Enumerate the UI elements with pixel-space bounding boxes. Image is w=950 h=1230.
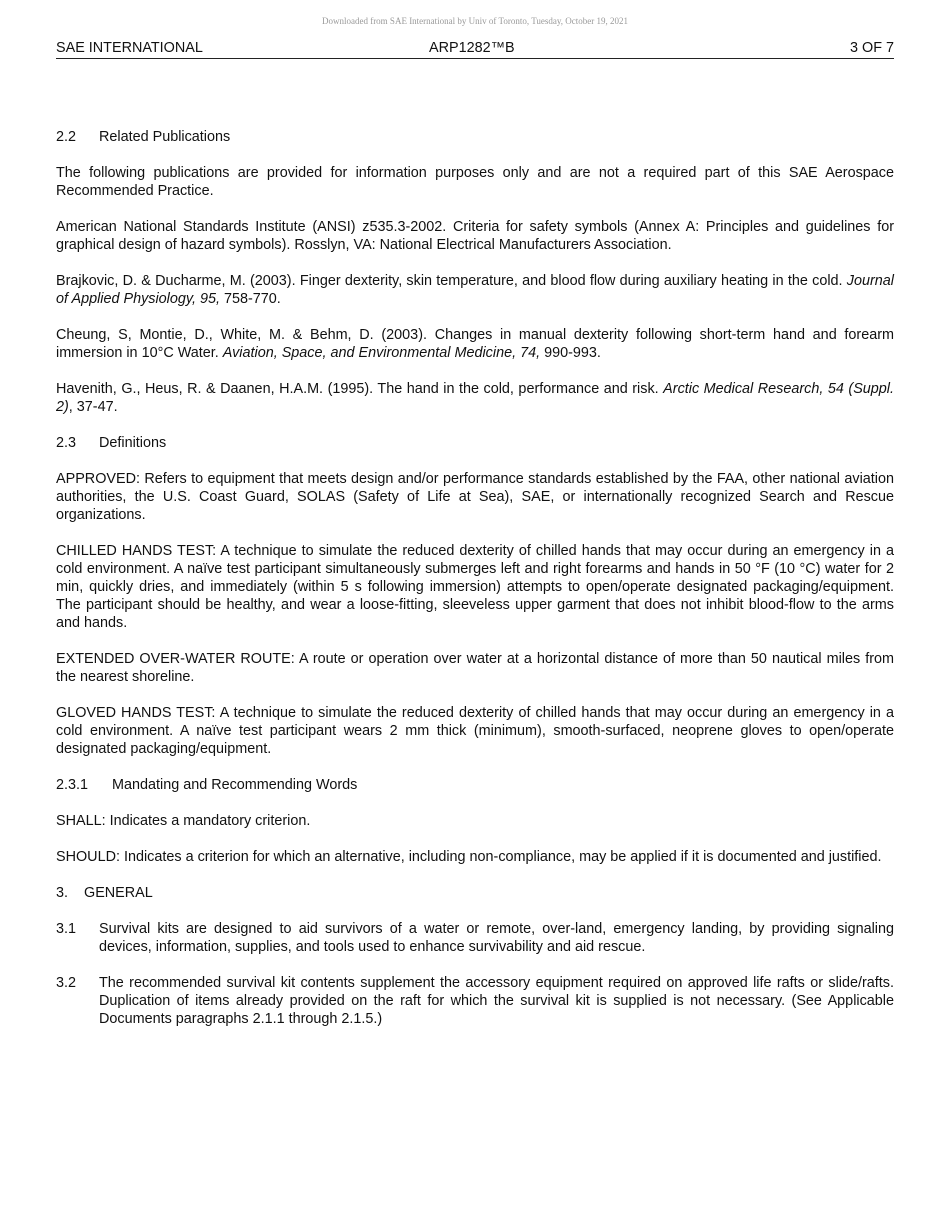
reference-text: Brajkovic, D. & Ducharme, M. (2003). Finger dexterity, skin temperature, and blood flow during auxiliary heating in the cold. <box>56 273 847 289</box>
definition-chilled-hands-test: CHILLED HANDS TEST: A technique to simulate the reduced dexterity of chilled hands that may occur during an emergency in a cold environment. A naïve test participant simultaneously submerges left and right forearms and hands in 50 °F (10 °C) water for 2 min, quickly dries, and immediately (within 5 s following immersion) attempts to open/operate designated packaging/equipment. The participant should be healthy, and wear a loose-fitting, sleeveless upper garment that does not inhibit blood-flow to the arms and hands. <box>56 543 894 631</box>
document-body <box>56 128 894 1046</box>
reference-journal: Journal of Applied Physiology, 95, <box>56 273 894 307</box>
reference-item <box>56 272 894 308</box>
header-org: SAE INTERNATIONAL <box>56 40 203 56</box>
reference-pages: , 37-47. <box>68 399 118 415</box>
item-text: Survival kits are designed to aid survivors of a water or remote, over-land, emergency landing, by providing signaling devices, information, supplies, and tools used to enhance survivability and aid rescue. <box>99 921 894 955</box>
page-header <box>56 38 894 59</box>
item-number: 3.2 <box>56 975 77 991</box>
section-heading-3 <box>56 884 894 902</box>
reference-item <box>56 380 894 416</box>
section-number: 2.3 <box>56 435 77 451</box>
section-number: 3. <box>56 885 69 901</box>
download-watermark: Downloaded from SAE International by Univ of Toronto, Tuesday, October 19, 2021 <box>321 16 629 26</box>
section-title: Definitions <box>99 435 167 451</box>
paragraph: The following publications are provided for information purposes only and are not a required part of this SAE Aerospace Recommended Practice. <box>56 165 894 199</box>
reference-journal: Aviation, Space, and Environmental Medicine, 74, <box>222 345 541 361</box>
reference-journal: Arctic Medical Research, 54 (Suppl. 2) <box>56 381 894 415</box>
reference-pages: 990-993. <box>540 345 601 361</box>
section-title: Mandating and Recommending Words <box>112 777 358 793</box>
section-heading-2-3 <box>56 434 894 452</box>
numbered-item-3-2 <box>56 974 894 1028</box>
definition-extended-over-water-route: EXTENDED OVER-WATER ROUTE: A route or operation over water at a horizontal distance of more than 50 nautical miles from the nearest shoreline. <box>56 651 894 685</box>
section-heading-2-3-1 <box>56 776 894 794</box>
word-shall: SHALL: Indicates a mandatory criterion. <box>56 813 311 829</box>
word-should: SHOULD: Indicates a criterion for which an alternative, including non-compliance, may be applied if it is documented and justified. <box>56 849 882 865</box>
section-heading-2-2 <box>56 128 894 146</box>
reference-item <box>56 326 894 362</box>
definition-approved: APPROVED: Refers to equipment that meets design and/or performance standards established by the FAA, other national aviation authorities, the U.S. Coast Guard, SOLAS (Safety of Life at Sea), SAE, or internationally recognized Search and Rescue organizations. <box>56 471 894 523</box>
header-doc-id: ARP1282™B <box>429 40 515 56</box>
header-page-number: 3 OF 7 <box>850 40 894 56</box>
numbered-item-3-1 <box>56 920 894 956</box>
reference-item: American National Standards Institute (ANSI) z535.3-2002. Criteria for safety symbols (Annex A: Principles and guidelines for graphical design of hazard symbols). Rosslyn, VA: National Electrical Manufacturers Association. <box>56 219 894 253</box>
definition-gloved-hands-test: GLOVED HANDS TEST: A technique to simulate the reduced dexterity of chilled hands that may occur during an emergency in a cold environment. A naïve test participant wears 2 mm thick (minimum), smooth-surfaced, neoprene gloves to open/operate designated packaging/equipment. <box>56 705 894 757</box>
section-number: 2.3.1 <box>56 777 89 793</box>
section-title: Related Publications <box>99 129 231 145</box>
section-title: GENERAL <box>84 885 153 901</box>
item-text: The recommended survival kit contents supplement the accessory equipment required on approved life rafts or slide/rafts. Duplication of items already provided on the raft for which the survival kit is supplied is not necessary. (See Applicable Documents paragraphs 2.1.1 through 2.1.5.) <box>99 975 894 1027</box>
section-number: 2.2 <box>56 129 77 145</box>
reference-text: Cheung, S, Montie, D., White, M. & Behm, D. (2003). Changes in manual dexterity following short-term hand and forearm immersion in 10°C Water. <box>56 327 894 361</box>
reference-text: Havenith, G., Heus, R. & Daanen, H.A.M. (1995). The hand in the cold, performance and risk. <box>56 381 664 397</box>
item-number: 3.1 <box>56 921 77 937</box>
reference-pages: 758-770. <box>220 291 281 307</box>
